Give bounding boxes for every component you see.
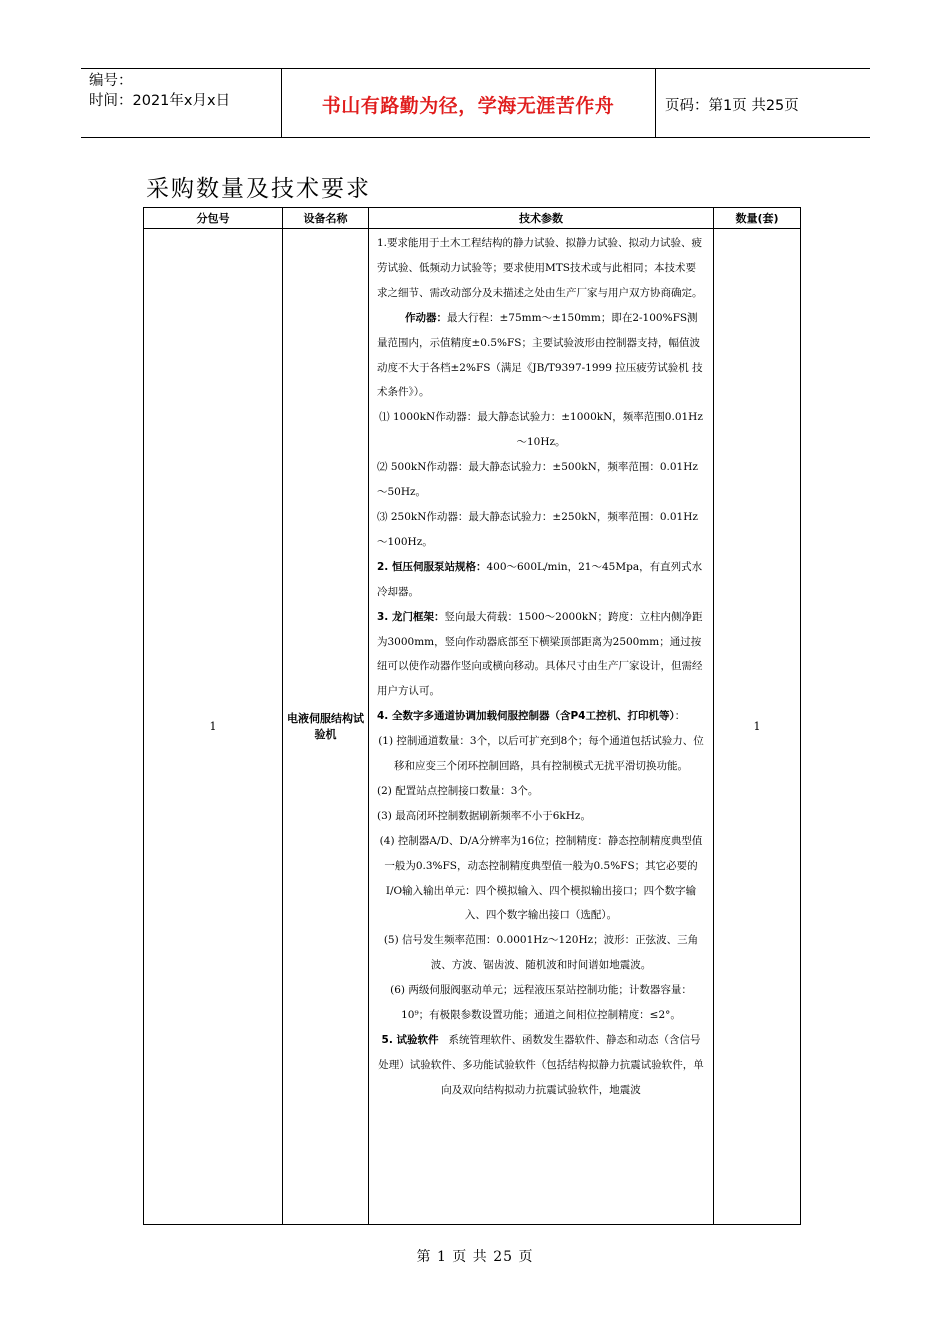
device-name: 电液伺服结构试验机	[283, 229, 369, 1225]
document-title: 采购数量及技术要求	[146, 176, 371, 202]
technical-params	[369, 229, 713, 1224]
param-text: 400～600L/min，21～45Mpa，有直列式水冷却器。	[377, 560, 703, 598]
param-actuator	[377, 306, 705, 406]
page-footer: 第 1 页 共 25 页	[416, 1249, 534, 1265]
param-controller-item: (3) 最高闭环控制数据刷新频率不小于6kHz。	[377, 809, 591, 822]
param-text: ：	[674, 710, 686, 723]
number-label: 编号：	[89, 73, 133, 89]
technical-params-cell	[369, 229, 714, 1225]
param-controller	[377, 704, 705, 729]
param-text: 竖向最大荷载：1500～2000kN；跨度：立柱内侧净距为3000mm，竖向作动器底部至下横梁顶部距离为2500mm；通过按纽可以使作动器作竖向或横向移动。具体尺寸由生产厂家设计，但需经用户方认可。	[377, 610, 703, 698]
param-actuator-250kn: ⑶ 250kN作动器：最大静态试验力：±250kN，频率范围：0.01Hz～100Hz。	[377, 510, 698, 548]
column-header: 分包号	[144, 208, 283, 229]
param-actuator-1000kn: ⑴ 1000kN作动器：最大静态试验力：±1000kN，频率范围0.01Hz～10Hz。	[379, 411, 703, 449]
table-row	[144, 229, 801, 1225]
param-label: 5. 试验软件	[381, 1034, 439, 1046]
param-label: 作动器：	[405, 311, 447, 324]
page-header	[81, 68, 870, 138]
param-controller-item: (6) 两级伺服阀驱动单元；远程液压泵站控制功能；计数器容量：10⁹；有极限参数设置功能；通道之间相位控制精度：≤2°。	[390, 984, 692, 1022]
param-text: 最大行程：±75mm～±150mm；即在2-100%FS测量范围内，示值精度±0.5%FS；主要试验波形由控制器支持，幅值波动度不大于各档±2%FS（满足《JB/T9397-1999 拉压疲劳试验机 技术条件》）。	[377, 311, 703, 399]
header-meta	[89, 71, 230, 111]
table-header-row	[144, 208, 801, 229]
param-label: 3. 龙门框架：	[377, 610, 445, 623]
param-label: 2. 恒压伺服泵站规格：	[377, 560, 487, 573]
param-label: 4. 全数字多通道协调加载伺服控制器（含P4工控机、打印机等）	[377, 710, 675, 723]
column-header: 数量(套)	[714, 208, 801, 229]
column-header: 设备名称	[283, 208, 369, 229]
param-controller-item: (2) 配置站点控制接口数量：3个。	[377, 784, 539, 797]
param-controller-item: (4) 控制器A/D、D/A分辨率为16位；控制精度：静态控制精度典型值一般为0.3%FS，动态控制精度典型值一般为0.5%FS；其它必要的I/O输入输出单元：四个模拟输入、四个模拟输出接口；四个数字输入、四个数字输出接口（选配）。	[379, 834, 703, 922]
param-actuator-500kn: ⑵ 500kN作动器：最大静态试验力：±500kN，频率范围：0.01Hz～50Hz。	[377, 461, 698, 499]
header-divider	[655, 69, 656, 137]
quantity: 1	[714, 229, 801, 1225]
header-motto: 书山有路勤为径，学海无涯苦作舟	[321, 95, 615, 117]
param-gantry-frame	[377, 605, 705, 705]
param-text: 系统管理软件、函数发生器软件、静态和动态（含信号处理）试验软件、多功能试验软件（包括结构拟静力抗震试验软件，单向及双向结构拟动力抗震试验软件，地震波	[378, 1034, 704, 1096]
column-header: 技术参数	[369, 208, 714, 229]
param-software	[377, 1028, 705, 1103]
param-pump-station	[377, 555, 705, 605]
param-intro: 1.要求能用于土木工程结构的静力试验、拟静力试验、拟动力试验、疲劳试验、低频动力试验等；要求使用MTS技术或与此相同；本技术要求之细节、需改动部分及未描述之处由生产厂家与用户双方协商确定。	[377, 237, 703, 299]
param-controller-item: (5) 信号发生频率范围：0.0001Hz～120Hz；波形：正弦波、三角波、方波、锯齿波、随机波和时间谱如地震波。	[383, 934, 699, 972]
package-number: 1	[144, 229, 283, 1225]
requirements-table	[143, 207, 801, 1225]
param-controller-item: (1) 控制通道数量：3个，以后可扩充到8个；每个通道包括试验力、位移和应变三个闭环控制回路，具有控制模式无扰平滑切换功能。	[378, 735, 704, 773]
header-page-number: 页码：第1页 共25页	[665, 98, 799, 114]
time-label: 时间：2021年x月x日	[89, 93, 231, 109]
